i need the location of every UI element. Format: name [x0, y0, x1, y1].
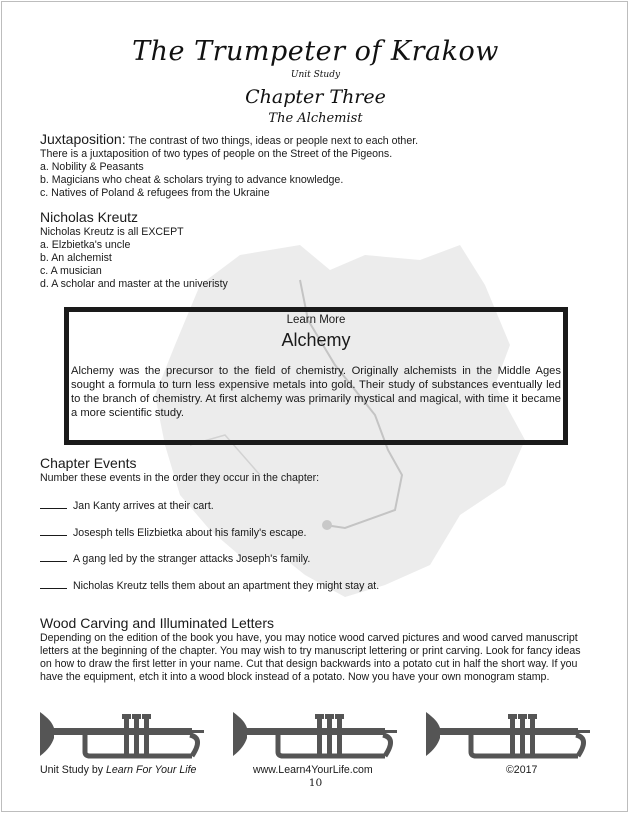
event-item: [40, 500, 214, 512]
learn-more-kicker: Learn More: [286, 314, 346, 326]
wood-carving-body: Depending on the edition of the book you have, you may notice wood carved pictures and wood carved manuscript letters at the beginning of the chapter. You may wish to try manuscript lettering or print carving. Look for fancy ideas on how to draw the first letter in your name. Cut that design backwards into a potato cut in half the short way. If you have the equipment, etch it into a wood block instead of a potato. Now you have your own monogram stamp.: [40, 632, 581, 683]
learn-more-box: [64, 307, 568, 445]
chapter-number: Chapter Three: [245, 86, 386, 108]
juxtaposition-option-b: b. Magicians who cheat & scholars trying to advance knowledge.: [40, 174, 344, 186]
event-item: [40, 527, 306, 539]
learn-more-title: Alchemy: [281, 330, 351, 350]
juxtaposition-option-a: a. Nobility & Peasants: [40, 161, 144, 173]
event-item: [40, 553, 310, 565]
answer-blank[interactable]: [40, 508, 67, 509]
footer-credit-prefix: Unit Study by: [40, 764, 106, 776]
trumpet-icon: [233, 708, 401, 762]
event-text: Josesph tells Elizbietka about his family's escape.: [73, 527, 307, 539]
kreutz-option-a: a. Elzbietka's uncle: [40, 239, 131, 251]
footer-copyright: ©2017: [506, 764, 538, 776]
trumpet-icon: [426, 708, 594, 762]
wood-carving-heading: Wood Carving and Illuminated Letters: [40, 615, 274, 631]
kreutz-option-b: b. An alchemist: [40, 252, 112, 264]
book-title: The Trumpeter of Krakow: [132, 36, 499, 67]
answer-blank[interactable]: [40, 588, 67, 589]
footer-brand: Learn For Your Life: [105, 764, 197, 776]
answer-blank[interactable]: [40, 535, 67, 536]
page-number: 10: [308, 777, 323, 789]
event-text: Jan Kanty arrives at their cart.: [73, 500, 214, 512]
events-instructions: Number these events in the order they occur in the chapter:: [40, 472, 320, 484]
kreutz-option-d: d. A scholar and master at the univeristy: [40, 278, 228, 290]
answer-blank[interactable]: [40, 561, 67, 562]
kreutz-option-c: c. A musician: [40, 265, 102, 277]
footer-credit: [40, 764, 196, 776]
kreutz-section: [40, 209, 591, 291]
kreutz-heading: Nicholas Kreutz: [40, 209, 139, 225]
event-text: Nicholas Kreutz tells them about an apartment they might stay at.: [73, 580, 380, 592]
juxtaposition-option-c: c. Natives of Poland & refugees from the Ukraine: [40, 187, 270, 199]
juxtaposition-heading: Juxtaposition:: [40, 131, 126, 147]
events-heading: Chapter Events: [40, 455, 137, 471]
juxtaposition-intro: There is a juxtaposition of two types of people on the Street of the Pigeons.: [40, 148, 393, 160]
unit-study-label: Unit Study: [290, 70, 341, 80]
chapter-name: The Alchemist: [268, 111, 363, 126]
learn-more-body: Alchemy was the precursor to the field of chemistry. Originally alchemists in the Middle Ages sought a formula to turn less expensive metals into gold. Their study of substances eventually led to the branch of chemistry. At first alchemy was primarily mystical and magical, with time it became a more scientific study.: [71, 365, 561, 419]
juxtaposition-definition: The contrast of two things, ideas or people next to each other.: [125, 135, 419, 147]
kreutz-question: Nicholas Kreutz is all EXCEPT: [40, 226, 184, 238]
footer-website[interactable]: www.Learn4YourLife.com: [253, 764, 373, 776]
trumpet-icon: [40, 708, 208, 762]
wood-carving-section: [40, 615, 591, 684]
events-section: [40, 455, 591, 485]
event-text: A gang led by the stranger attacks Joseph's family.: [73, 553, 311, 565]
juxtaposition-section: [40, 131, 591, 200]
event-item: [40, 580, 379, 592]
